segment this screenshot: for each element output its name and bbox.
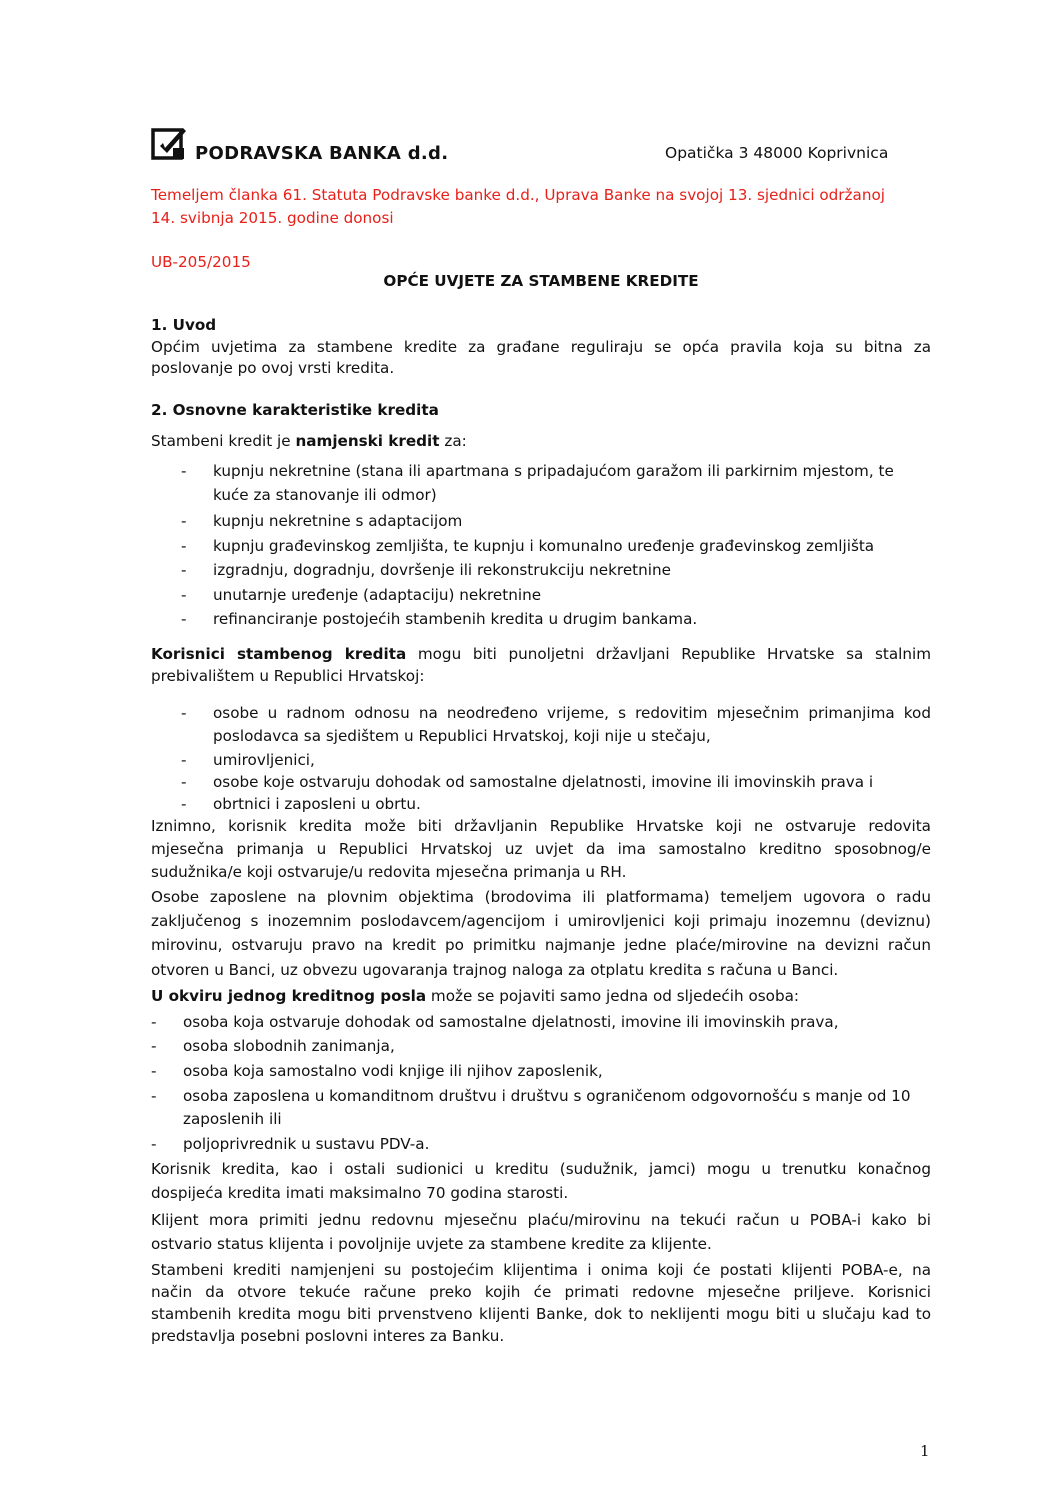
exception-line-2: mjesečna primanja u Republici Hrvatskoj uz uvjet da ima samostalno kreditno sposobnog/e bbox=[151, 840, 931, 858]
bank-address: Opatička 3 48000 Koprivnica bbox=[665, 144, 889, 162]
document-reference: UB-205/2015 bbox=[151, 253, 251, 271]
preamble-line-2: 14. svibnja 2015. godine donosi bbox=[151, 209, 394, 227]
users-line-1: Korisnici stambenog kredita mogu biti punoljetni državljani Republike Hrvatske sa stalnim bbox=[151, 645, 931, 663]
age-line-1: Korisnik kredita, kao i ostali sudionici u kreditu (sudužnik, jamci) mogu u trenutku konačnog bbox=[151, 1160, 931, 1178]
purpose-intro: Stambeni kredit je namjenski kredit za: bbox=[151, 432, 467, 450]
page-number: 1 bbox=[920, 1442, 930, 1460]
section-1-line-1: Općim uvjetima za stambene kredite za građane reguliraju se opća pravila koja su bitna za bbox=[151, 338, 931, 356]
document-page: PODRAVSKA BANKA d.d. Opatička 3 48000 Koprivnica Temeljem članka 61. Statuta Podravske banke d.d., Uprava Banke na svojoj 13. sjednici održanoj 14. svibnja 2015. godine donosi UB-205/2015 OPĆE UVJETE ZA STAMBENE KREDITE 1. Uvod Općim uvjetima za stambene kredite za građane reguliraju se opća pravila koja su bitna za poslovanje po ovoj vrsti kredita. 2. Osnovne karakteristike kredita Stambeni kredit je namjenski kredit za: - kupnju nekretnine (stana ili apartmana s pripadajućom garažom ili parkirnim mjestom, te kuće za stanovanje ili odmor) - kupnju nekretnine s adaptacijom - kupnju građevinskog zemljišta, te kupnju i komunalno uređenje građevinskog zemljišta - izgradnju, dogradnju, dovršenje ili rekonstrukciju nekretnine - unutarnje uređenje (adaptaciju) nekretnine - refinanciranje postojećih stambenih kredita u drugim bankama. Korisnici stambenog kredita mogu biti punoljetni državljani Republike Hrvatske sa stalnim prebivalištem u Republici Hrvatskoj: - osobe u radnom odnosu na neodređeno vrijeme, s redovitim mjesečnim primanjima kod poslodavca sa sjedištem u Republici Hrvatskoj, koji nije u stečaju, - umirovljenici, - osobe koje ostvaruju dohodak od samostalne djelatnosti, imovine ili imovinskih prava i - obrtnici i zaposleni u obrtu. Iznimno, korisnik kredita može biti državljanin Republike Hrvatske koji ne ostvaruje redovita mjesečna primanja u Republici Hrvatskoj uz uvjet da ima samostalno kreditno sposobnog/e sudužnika/e koji ostvaruje/u redovita mjesečna primanja u RH. Osobe zaposlene na plovnim objektima (brodovima ili platformama) temeljem ugovora o radu zaključenog s inozemnim poslodavcem/agencijom i umirovljenici koji primaju inozemnu (deviznu) mirovinu, ostvaruju pravo na kredit po primitku najmanje jedne plaće/mirovine na devizni račun otvoren u Banci, uz obvezu ugovaranja trajnog naloga za otplatu kredita s računa u Banci. U okviru jednog kreditnog posla može se pojaviti samo jedna od sljedećih osoba: - osoba koja ostvaruje dohodak od samostalne djelatnosti, imovine ili imovinskih prava, - osoba slobodnih zanimanja, - osoba koja samostalno vodi knjige ili njihov zaposlenik, - osoba zaposlena u komanditnom društvu i društvu s ograničenom odgovornošću s manje od 10 zaposlenih ili - poljoprivrednik u sustavu PDV-a. Korisnik kredita, kao i ostali sudionici u kreditu (sudužnik, jamci) mogu u trenutku konačnog dospijeća kredita imati maksimalno 70 godina starosti. Klijent mora primiti jednu redovnu mjesečnu plaću/mirovinu na tekući račun u POBA-i kako bi ostvario status klijenta i povoljnije uvjete za stambene kredite za klijente. Stambeni krediti namjenjeni su postojećim klijentima i onima koji će postati klijenti POBA-e, na način da otvore tekuće račune preko kojih će primati redovne mjesečne priljeve. Korisnici stambenih kredita mogu biti prvenstveno klijenti Banke, dok to neklijenti mogu biti u slučaju kad to predstavlja posebni poslovni interes za Banku. 1 bbox=[0, 0, 1058, 1497]
exception-line-1: Iznimno, korisnik kredita može biti državljanin Republike Hrvatske koji ne ostvaruje redovita bbox=[151, 817, 931, 835]
section-1-heading: 1. Uvod bbox=[151, 316, 217, 334]
users-line-2: prebivalištem u Republici Hrvatskoj: bbox=[151, 667, 425, 685]
document-title: OPĆE UVJETE ZA STAMBENE KREDITE bbox=[383, 272, 699, 290]
platform-line-4: otvoren u Banci, uz obvezu ugovaranja trajnog naloga za otplatu kredita s računa u Banci. bbox=[151, 961, 839, 979]
intended-line-2: način da otvore tekuće račune preko kojih će primati redovne mjesečne priljeve. Korisnici bbox=[151, 1283, 931, 1301]
one-person-intro: U okviru jednog kreditnog posla može se pojaviti samo jedna od sljedećih osoba: bbox=[151, 987, 800, 1005]
intended-line-4: predstavlja posebni poslovni interes za Banku. bbox=[151, 1327, 505, 1345]
podravska-banka-logo-icon bbox=[151, 126, 187, 162]
exception-line-3: sudužnika/e koji ostvaruje/u redovita mjesečna primanja u RH. bbox=[151, 863, 627, 881]
client-line-2: ostvario status klijenta i povoljnije uvjete za stambene kredite za klijente. bbox=[151, 1235, 712, 1253]
intended-line-3: stambenih kredita mogu biti prvenstveno klijenti Banke, dok to neklijenti mogu biti u slučaju kad to bbox=[151, 1305, 931, 1323]
preamble-line-1: Temeljem članka 61. Statuta Podravske banke d.d., Uprava Banke na svojoj 13. sjednici održanoj bbox=[151, 186, 885, 204]
platform-line-3: mirovinu, ostvaruju pravo na kredit po primitku najmanje jedne plaće/mirovine na devizni račun bbox=[151, 936, 931, 954]
age-line-2: dospijeća kredita imati maksimalno 70 godina starosti. bbox=[151, 1184, 569, 1202]
client-line-1: Klijent mora primiti jednu redovnu mjesečnu plaću/mirovinu na tekući račun u POBA-i kako bi bbox=[151, 1211, 931, 1229]
platform-line-2: zaključenog s inozemnim poslodavcem/agencijom i umirovljenici koji primaju inozemnu (deviznu) bbox=[151, 912, 931, 930]
section-1-line-2: poslovanje po ovoj vrsti kredita. bbox=[151, 359, 395, 377]
letterhead bbox=[151, 126, 911, 166]
intended-line-1: Stambeni krediti namjenjeni su postojećim klijentima i onima koji će postati klijenti POBA-e, na bbox=[151, 1261, 931, 1279]
section-2-heading: 2. Osnovne karakteristike kredita bbox=[151, 401, 439, 419]
platform-line-1: Osobe zaposlene na plovnim objektima (brodovima ili platformama) temeljem ugovora o radu bbox=[151, 888, 931, 906]
bank-name: PODRAVSKA BANKA d.d. bbox=[195, 143, 449, 164]
